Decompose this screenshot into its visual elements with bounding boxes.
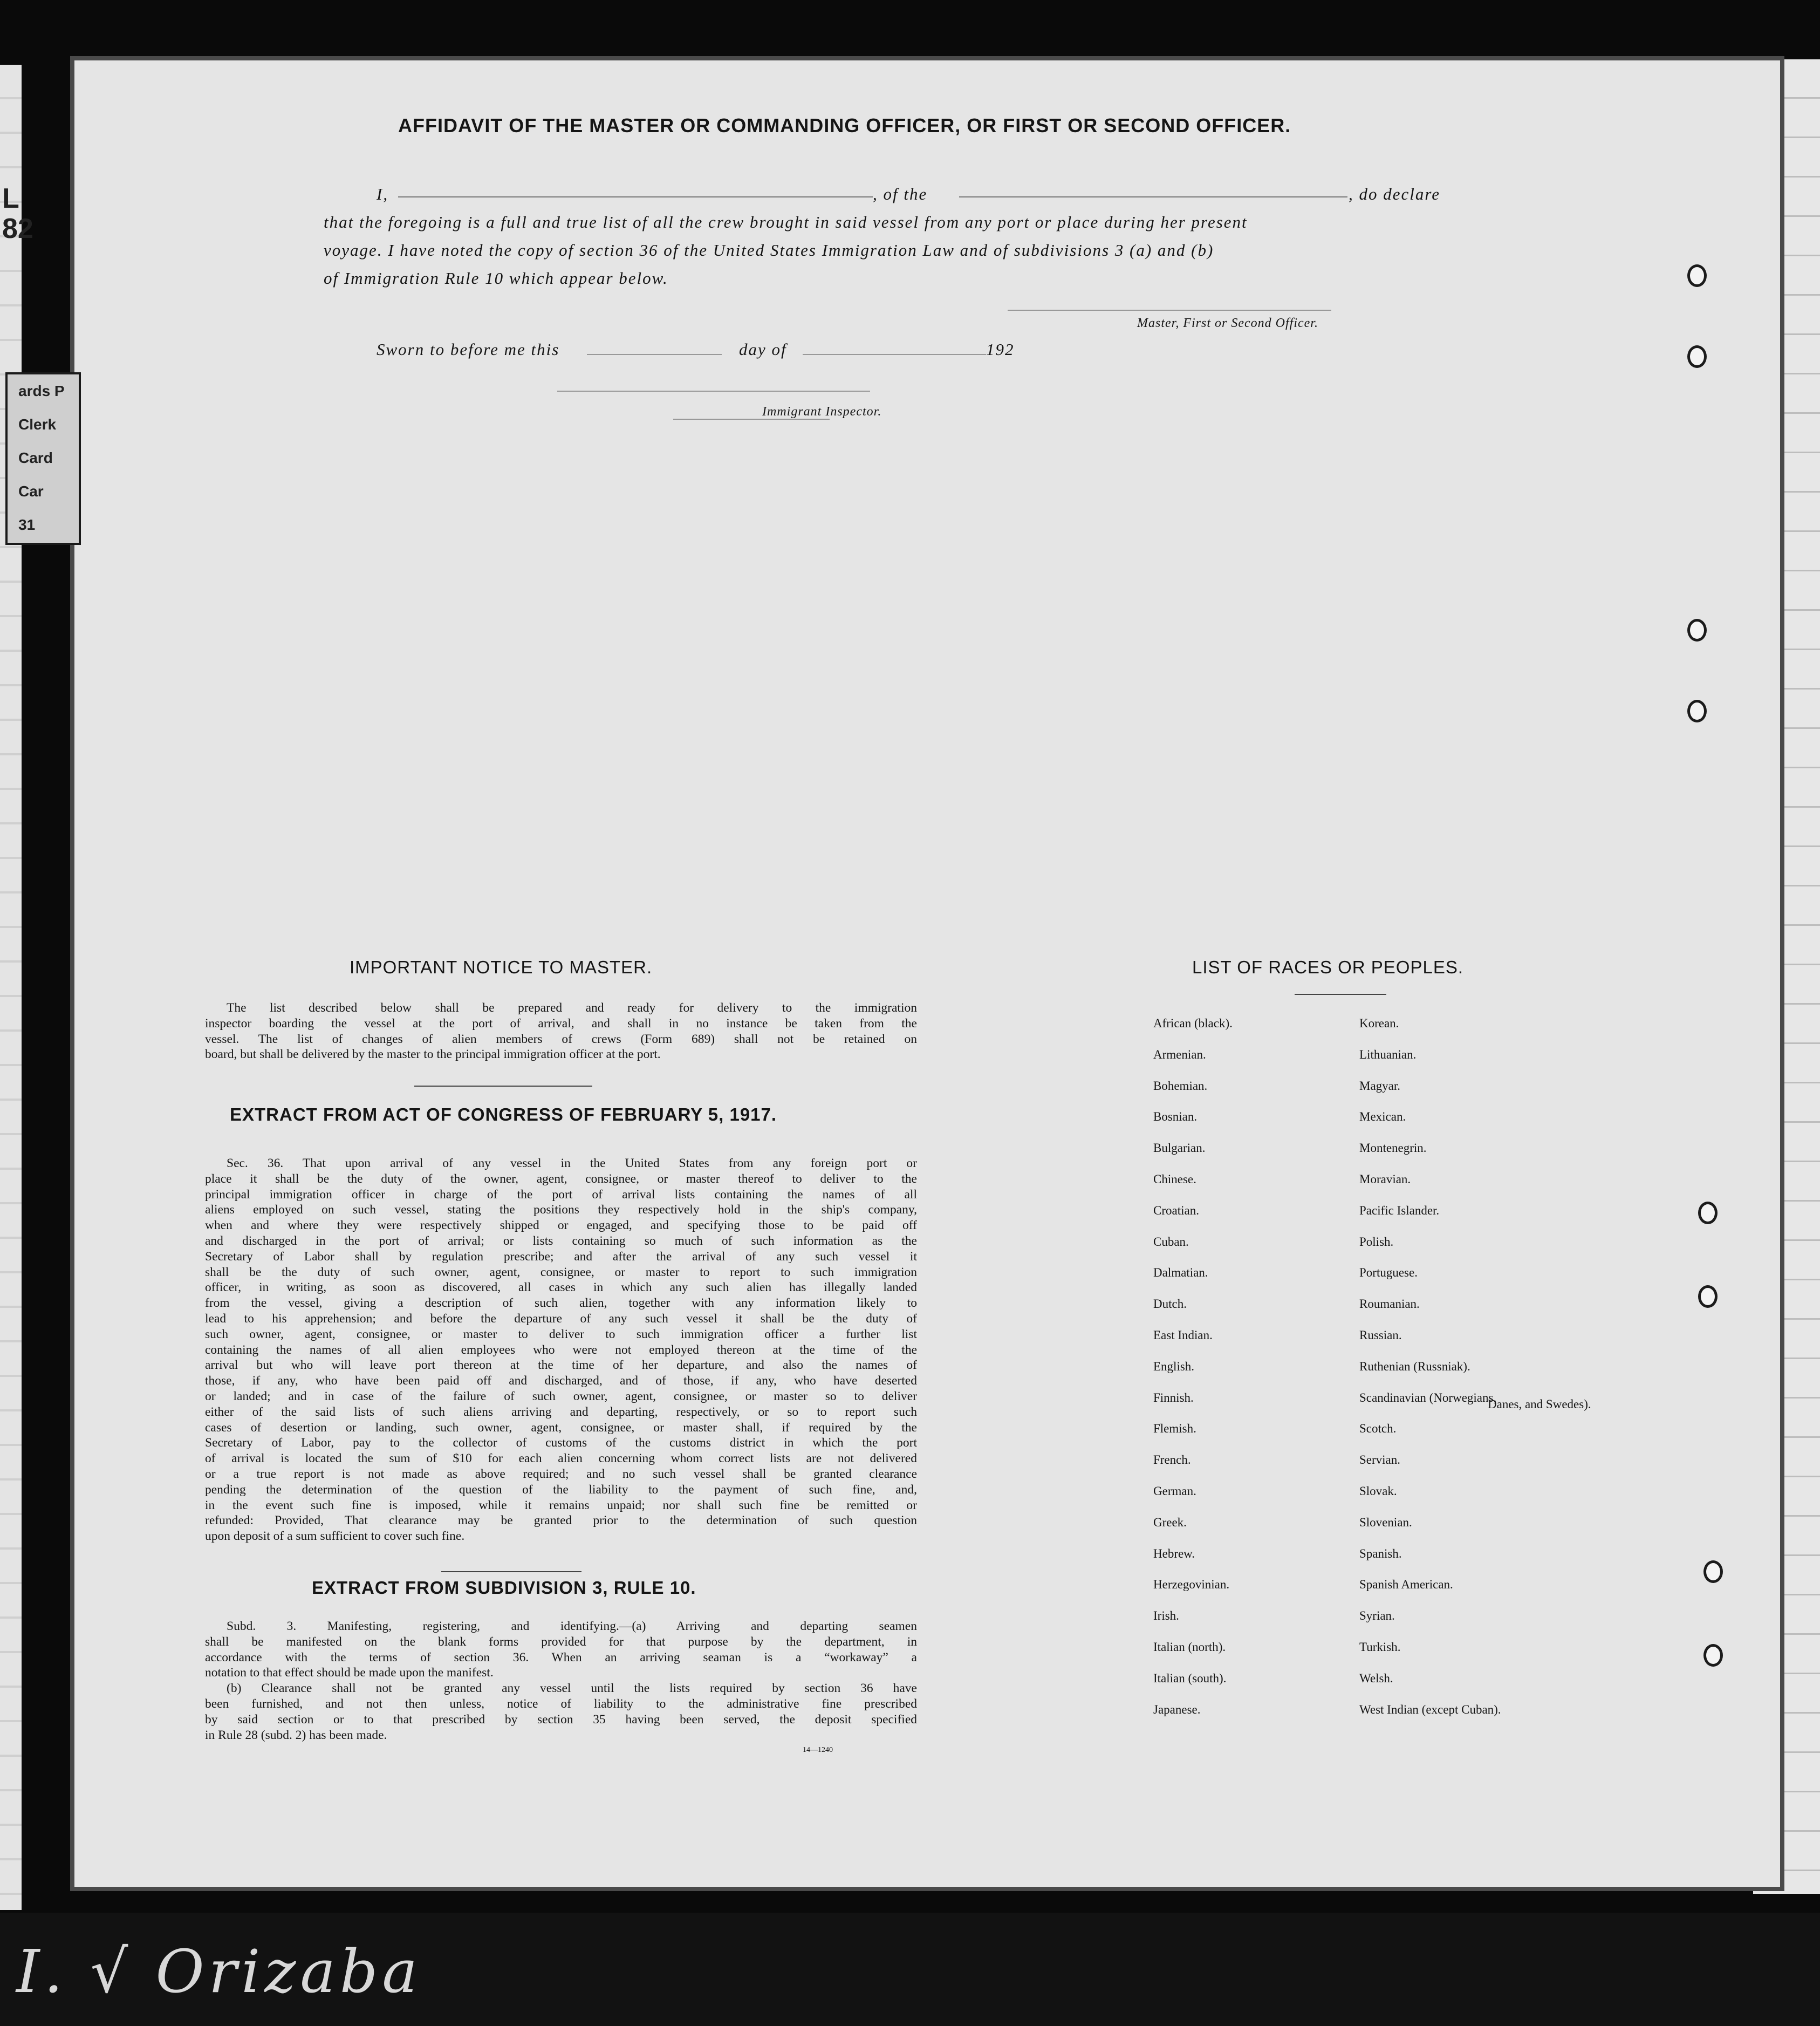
rule-text: [205, 1619, 917, 1743]
rule-line: by said section or to that prescribed by section 35 having been served, the deposit specified: [205, 1712, 917, 1727]
act-line: lead to his apprehension; and before the departure of any such vessel it shall be the duty of: [205, 1311, 917, 1326]
rule-line: notation to that effect should be made upon the manifest.: [205, 1666, 494, 1680]
act-line: officer, in writing, as soon as discovered, all cases in which any such alien has illegally landed: [205, 1280, 917, 1295]
act-text: [205, 1156, 917, 1544]
race-item: Roumanian.: [1359, 1297, 1420, 1311]
race-item: Spanish American.: [1359, 1578, 1453, 1592]
race-item: Croatian.: [1153, 1203, 1199, 1217]
race-item: Moravian.: [1359, 1172, 1411, 1186]
race-item: Chinese.: [1153, 1172, 1196, 1186]
act-line: aliens employed on such vessel, stating the positions they respectively hold in the ship's company,: [205, 1203, 917, 1217]
act-line: such owner, agent, consignee, or master to deliver to such immigration officer a further list: [205, 1327, 917, 1341]
sworn-month-line: [803, 354, 986, 355]
act-line: cases of desertion or landing, such owner, agent, consignee, or master shall, if required by the: [205, 1420, 917, 1435]
sworn-day-line: [587, 354, 722, 355]
act-line: shall be the duty of such owner, agent, consignee, or master to report to such immigration: [205, 1265, 917, 1279]
race-item: Spanish.: [1359, 1546, 1402, 1560]
race-item: Greek.: [1153, 1515, 1187, 1529]
inspector-label: Immigrant Inspector.: [762, 405, 882, 419]
notice-line: The list described below shall be prepared and ready for delivery to the immigration: [227, 1001, 917, 1015]
race-item: French.: [1153, 1453, 1191, 1467]
race-item: Irish.: [1153, 1609, 1179, 1623]
notice-line: vessel. The list of changes of alien members of crews (Form 689) shall not be retained on: [205, 1032, 917, 1046]
race-item: Dutch.: [1153, 1297, 1187, 1311]
affidavit-do-declare: , do declare: [1349, 185, 1441, 203]
notice-text: [205, 1000, 917, 1062]
race-item: Flemish.: [1153, 1422, 1196, 1436]
act-line: when and where they were respectively shipped or engaged, and specifying those to be paid off: [205, 1218, 917, 1233]
race-item: Armenian.: [1153, 1047, 1206, 1061]
act-line: either of the said lists of such aliens arriving and departing, respectively, or so to report such: [205, 1404, 917, 1419]
punch-hole-icon: [1687, 619, 1707, 642]
notice-title: IMPORTANT NOTICE TO MASTER.: [350, 957, 653, 977]
race-item: East Indian.: [1153, 1328, 1213, 1342]
race-item: Dalmatian.: [1153, 1266, 1208, 1280]
divider: [414, 1086, 592, 1087]
race-item: Lithuanian.: [1359, 1047, 1417, 1061]
race-item: Bohemian.: [1153, 1079, 1208, 1093]
race-item: Servian.: [1359, 1453, 1401, 1467]
rule-line: accordance with the terms of section 36. When an arriving seaman is a “workaway” a: [205, 1650, 917, 1665]
act-line: those, if any, who have been paid off and discharged, and of those, if any, who have deserted: [205, 1374, 917, 1388]
act-line: or landed; and in case of the failure of such owner, agent, consignee, or master so to deliver: [205, 1389, 917, 1403]
punch-hole-icon: [1698, 1285, 1718, 1308]
race-item: Slovenian.: [1359, 1515, 1412, 1529]
act-line: Sec. 36. That upon arrival of any vessel in the United States from any foreign port or: [227, 1156, 917, 1170]
rule-line: Subd. 3. Manifesting, registering, and identifying.—(a) Arriving and departing seamen: [227, 1619, 917, 1633]
race-item: Mexican.: [1359, 1110, 1406, 1124]
act-line: Secretary of Labor shall by regulation prescribe; and after the arrival of any such vessel it: [205, 1249, 917, 1264]
rule-line: in Rule 28 (subd. 2) has been made.: [205, 1728, 387, 1742]
act-line: in the event such fine is imposed, while it remains unpaid; nor shall such fine be remitted or: [205, 1498, 917, 1512]
act-line: pending the determination of the question of the liability to the payment of such fine, and,: [205, 1482, 917, 1497]
races-title: LIST OF RACES OR PEOPLES.: [1192, 957, 1464, 977]
affidavit-line-2: voyage. I have noted the copy of section 36 of the United States Immigration Law and of subdivisions 3 (a) and (b): [324, 241, 1214, 260]
act-line: place it shall be the duty of the owner, agent, consignee, or master thereof to deliver to the: [205, 1171, 917, 1186]
act-line: upon deposit of a sum sufficient to cover such fine.: [205, 1529, 465, 1544]
act-title: EXTRACT FROM ACT OF CONGRESS OF FEBRUARY 5, 1917.: [230, 1104, 777, 1124]
race-item: West Indian (except Cuban).: [1359, 1702, 1501, 1716]
race-item: Italian (south).: [1153, 1671, 1227, 1685]
race-item: Japanese.: [1153, 1702, 1201, 1716]
affidavit-line-3: of Immigration Rule 10 which appear below.: [324, 269, 668, 288]
punch-hole-icon: [1703, 1560, 1723, 1583]
punch-hole-icon: [1687, 700, 1707, 722]
race-item: Welsh.: [1359, 1671, 1393, 1685]
punch-hole-icon: [1698, 1202, 1718, 1224]
edge-mark: L 82: [2, 183, 33, 244]
race-item: Korean.: [1359, 1017, 1399, 1030]
name-blank-line: [398, 196, 873, 197]
act-line: principal immigration officer in charge of the port of arrival lists containing the names of all: [205, 1187, 917, 1202]
affidavit-i-label: I,: [377, 185, 389, 203]
race-item: Bulgarian.: [1153, 1141, 1206, 1155]
race-item: Syrian.: [1359, 1609, 1395, 1623]
affidavit-title: AFFIDAVIT OF THE MASTER OR COMMANDING OFFICER, OR FIRST OR SECOND OFFICER.: [398, 114, 1291, 137]
act-line: from the vessel, giving a description of such alien, together with any information likely to: [205, 1296, 917, 1311]
affidavit-of-the: , of the: [873, 185, 928, 203]
act-line: Secretary of Labor, pay to the collector of customs of the customs district in which the port: [205, 1436, 917, 1450]
race-item: Montenegrin.: [1359, 1141, 1427, 1155]
race-item: Hebrew.: [1153, 1546, 1195, 1560]
inspector-signature-line: [557, 391, 870, 392]
act-line: or a true report is not made as above required; and no such vessel shall be granted clearance: [205, 1466, 917, 1481]
rule-line: been furnished, and not then unless, notice of liability to the administrative fine prescribed: [205, 1696, 917, 1711]
race-item: English.: [1153, 1359, 1195, 1373]
vessel-blank-line: [959, 196, 1347, 197]
handwritten-annotation: I. √ Orizaba: [16, 1937, 422, 2006]
act-line: refunded: Provided, That clearance may be granted prior to the determination of such question: [205, 1513, 917, 1528]
notice-line: board, but shall be delivered by the master to the principal immigration officer at the port.: [205, 1047, 661, 1062]
sworn-label: Sworn to before me this: [377, 340, 560, 359]
act-line: and discharged in the port of arrival; or lists containing so much of such information as the: [205, 1233, 917, 1248]
clerk-card: ards P Clerk Card Car 31: [5, 372, 81, 545]
race-item: Turkish.: [1359, 1640, 1401, 1654]
race-item: Ruthenian (Russniak).: [1359, 1359, 1470, 1373]
race-continuation: Danes, and Swedes).: [1488, 1397, 1591, 1411]
master-signature-line: [1008, 310, 1331, 311]
left-page-edge: [0, 65, 33, 1910]
race-item: Pacific Islander.: [1359, 1203, 1440, 1217]
race-item: Polish.: [1359, 1234, 1394, 1249]
punch-hole-icon: [1703, 1644, 1723, 1667]
master-label: Master, First or Second Officer.: [1137, 316, 1318, 330]
race-item: Herzegovinian.: [1153, 1578, 1230, 1592]
race-item: Cuban.: [1153, 1234, 1189, 1249]
race-item: Slovak.: [1359, 1484, 1397, 1498]
affidavit-line-1: that the foregoing is a full and true list of all the crew brought in said vessel from any port or place during her present: [324, 213, 1248, 231]
punch-hole-icon: [1687, 345, 1707, 368]
year-label: 192: [986, 340, 1015, 359]
rule-title: EXTRACT FROM SUBDIVISION 3, RULE 10.: [312, 1578, 696, 1598]
manifest-page: [74, 60, 1780, 1887]
divider: [1295, 994, 1386, 995]
act-line: arrival but who will leave port thereon at the time of her departure, and also the names of: [205, 1358, 917, 1373]
day-of-label: day of: [739, 340, 787, 359]
form-number: 14—1240: [803, 1746, 833, 1754]
act-line: containing the names of all alien employees who were not employed thereon at the time of the: [205, 1342, 917, 1357]
race-item: German.: [1153, 1484, 1196, 1498]
race-item: Scandinavian (Norwegians,: [1359, 1390, 1497, 1404]
race-item: Magyar.: [1359, 1079, 1401, 1093]
rule-line: shall be manifested on the blank forms provided for that purpose by the department, in: [205, 1634, 917, 1649]
race-item: African (black).: [1153, 1017, 1233, 1030]
race-item: Russian.: [1359, 1328, 1402, 1342]
race-item: Finnish.: [1153, 1390, 1194, 1404]
act-line: of arrival is located the sum of $10 for each alien concerning whom correct lists are not delivered: [205, 1451, 917, 1466]
rule-line: (b) Clearance shall not be granted any vessel until the lists required by section 36 have: [227, 1681, 917, 1696]
race-item: Scotch.: [1359, 1422, 1397, 1436]
race-item: Bosnian.: [1153, 1110, 1198, 1124]
race-item: Portuguese.: [1359, 1266, 1418, 1280]
notice-line: inspector boarding the vessel at the port of arrival, and shall in no instance be taken from the: [205, 1016, 917, 1031]
punch-hole-icon: [1687, 264, 1707, 287]
race-item: Italian (north).: [1153, 1640, 1226, 1654]
divider: [441, 1571, 581, 1572]
